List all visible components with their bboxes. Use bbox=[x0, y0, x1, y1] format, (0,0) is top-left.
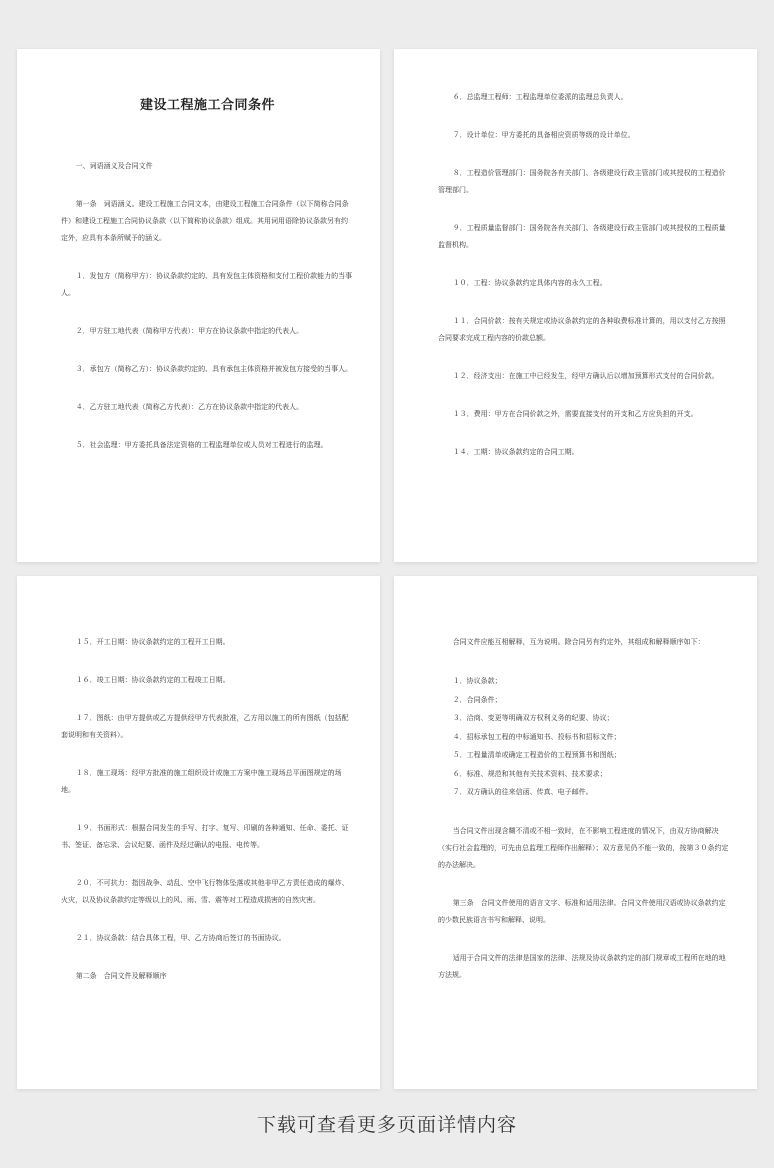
paragraph: 当合同文件出现含糊不清或不相一致时，在不影响工程进度的情况下，由双方协商解决（实行社会监理的，可先由总监理工程师作出解释）；双方意见仍不能一致的，按第３０条约定的办法解决。 bbox=[438, 826, 729, 869]
paragraph: １３．费用：甲方在合同价款之外，需要直接支付的开支和乙方应负担的开支。 bbox=[452, 410, 698, 418]
list-item: ３．洽商、变更等明确双方权利义务的纪要、协议； bbox=[452, 714, 614, 722]
paragraph: １０．工程：协议条款约定具体内容的永久工程。 bbox=[452, 279, 607, 287]
section-heading: 一、词语涵义及合同文件 bbox=[75, 162, 153, 170]
list-item: ４．招标承包工程的中标通知书、投标书和招标文件； bbox=[452, 732, 621, 741]
paragraph: １１．合同价款：按有关规定或协议条款约定的各种取费标准计算的，用以支付乙方按照合同要求完成工程内容的价款总额。 bbox=[438, 317, 726, 342]
paragraph: １８．施工现场：经甲方批准的施工组织设计或施工方案中施工现场总平面图规定的场地。 bbox=[61, 769, 342, 794]
paragraph: 适用于合同文件的法律是国家的法律、法规及协议条款约定的部门规章或工程所在地的地方法规。 bbox=[438, 953, 726, 979]
paragraph: 第三条 合同文件使用的语言文字、标准和适用法律。合同文件使用汉语或协议条款约定的少数民族语言书写和解释、说明。 bbox=[438, 898, 726, 924]
paragraph: ７．设计单位：甲方委托的具备相应资质等级的设计单位。 bbox=[452, 131, 635, 139]
paragraph: １５．开工日期：协议条款约定的工程开工日期。 bbox=[75, 638, 230, 646]
download-caption: 下载可查看更多页面详情内容 bbox=[256, 1114, 517, 1136]
paragraph: ２０．不可抗力：指因战争、动乱、空中飞行物体坠落或其他非甲乙方责任造成的爆炸、火灾，以及协议条款约定等级以上的风、雨、雪、震等对工程造成损害的自然灾害。 bbox=[61, 879, 349, 904]
paragraph: ９．工程质量监督部门：国务院各有关部门、各级建设行政主管部门或其授权的工程质量监督机构。 bbox=[438, 224, 726, 249]
paragraph: １６．竣工日期：协议条款约定的工程竣工日期。 bbox=[75, 676, 230, 684]
paragraph: １２．经济支出：在施工中已经发生，经甲方确认后以增加预算形式支付的合同价款。 bbox=[452, 372, 719, 380]
paragraph: ６．总监理工程师：工程监理单位委派的监理总负责人。 bbox=[452, 93, 628, 101]
paragraph: ５．社会监理：甲方委托具备法定资格的工程监理单位或人员对工程进行的监理。 bbox=[75, 441, 328, 449]
document-page-2 bbox=[394, 49, 757, 562]
paragraph: １．发包方（简称甲方）：协议条款约定的、具有发包主体资格和支付工程价款能力的当事人。 bbox=[61, 272, 353, 297]
paragraph: １４．工期：协议条款约定的合同工期。 bbox=[452, 448, 579, 456]
paragraph: ３．承包方（简称乙方）：协议条款约定的、具有承包主体资格并被发包方接受的当事人。 bbox=[75, 365, 353, 373]
document-page-4 bbox=[394, 576, 757, 1089]
list-item: ２．合同条件； bbox=[452, 695, 502, 704]
list-item: １．协议条款； bbox=[452, 677, 502, 685]
list-item: ５．工程量清单或确定工程造价的工程预算书和图纸； bbox=[452, 751, 621, 759]
document-title: 建设工程施工合同条件 bbox=[139, 98, 275, 113]
list-item: ７．双方确认的往来信函、传真、电子邮件。 bbox=[452, 788, 593, 796]
paragraph: ２１．协议条款：结合具体工程，甲、乙方协商后签订的书面协议。 bbox=[75, 934, 286, 942]
paragraph: 第一条 词语涵义。建设工程施工合同文本，由建设工程施工合同条件（以下简称合同条件）和建设工程施工合同协议条款（以下简称协议条款）组成。其用词用语除协议条款另有约定外，应具有本条所赋予的涵义。 bbox=[61, 200, 349, 242]
document-page-3 bbox=[17, 576, 380, 1089]
paragraph: ４．乙方驻工地代表（简称乙方代表）：乙方在协议条款中指定的代表人。 bbox=[75, 403, 304, 411]
paragraph: ８．工程造价管理部门：国务院各有关部门、各级建设行政主管部门或其授权的工程造价管理部门。 bbox=[438, 169, 726, 194]
document-page-1 bbox=[17, 49, 380, 562]
list-item: ６．标准、规范和其他有关技术资料、技术要求； bbox=[452, 769, 607, 778]
section-heading: 第二条 合同文件及解释顺序 bbox=[75, 972, 167, 980]
paragraph: １７．图纸：由甲方提供或乙方提供经甲方代表批准，乙方用以施工的所有图纸（包括配套说明和有关资料）。 bbox=[61, 714, 349, 739]
paragraph: 合同文件应能互相解释，互为说明。除合同另有约定外，其组成和解释顺序如下： bbox=[452, 638, 705, 646]
paragraph: １９．书面形式：根据合同发生的手写、打字、复写、印刷的各种通知、任命、委托、证书、签证、备忘录、会议纪要、函件及经过确认的电报、电传等。 bbox=[61, 824, 349, 849]
paragraph: ２．甲方驻工地代表（简称甲方代表）：甲方在协议条款中指定的代表人。 bbox=[75, 327, 304, 335]
